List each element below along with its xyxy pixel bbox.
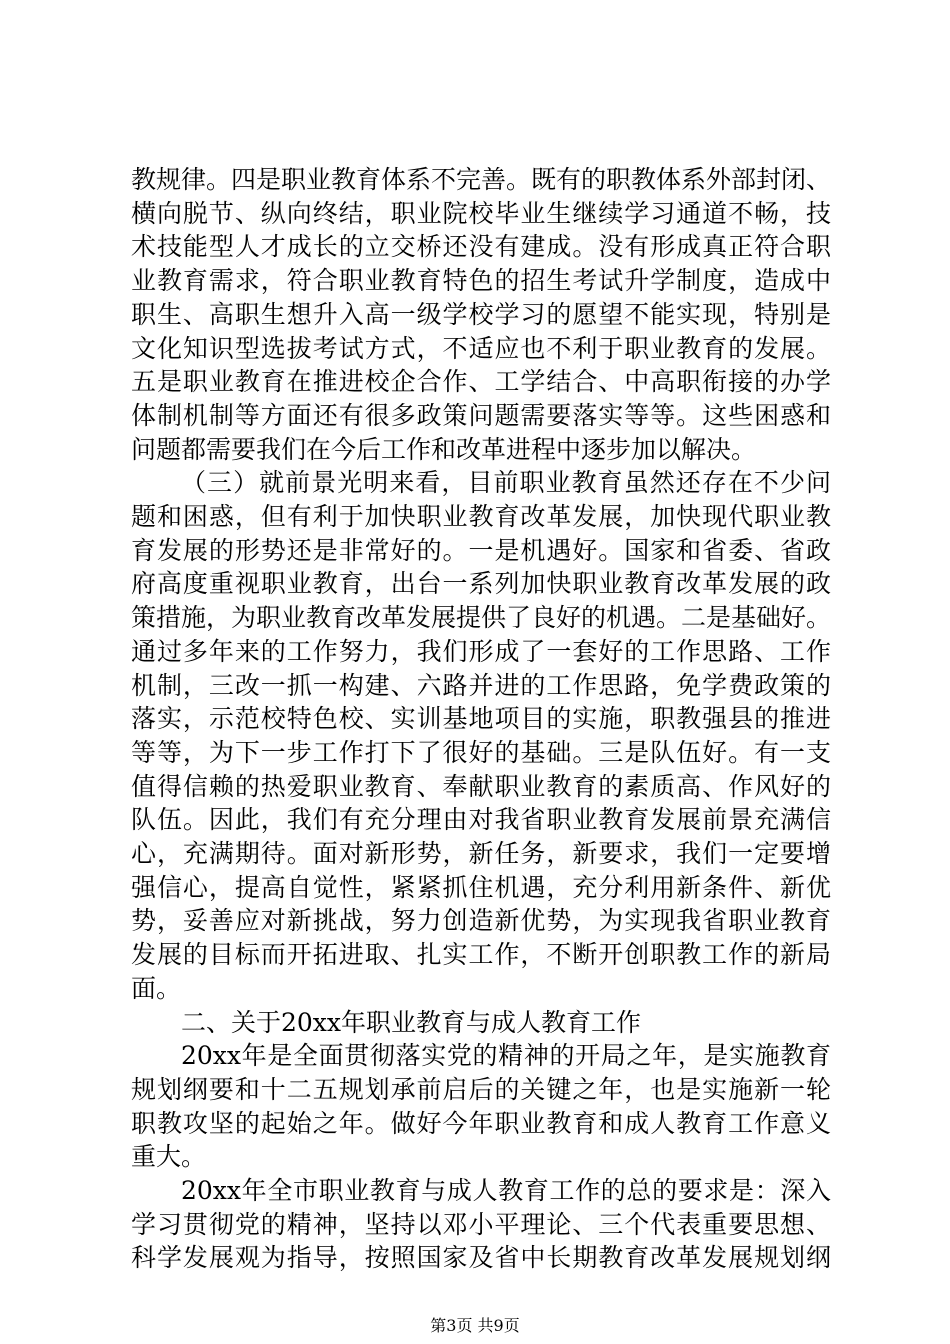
paragraph-first-line: 20xx年全市职业教育与成人教育工作的总的要求是：深入: [181, 1176, 831, 1205]
body-text-line: 府高度重视职业教育，出台一系列加快职业教育改革发展的政: [131, 569, 831, 599]
body-text-line: 发展的目标而开拓进取、扎实工作，不断开创职教工作的新局: [131, 940, 831, 970]
body-text-line: 学习贯彻党的精神，坚持以邓小平理论、三个代表重要思想、: [131, 1209, 831, 1239]
paragraph-first-line: 20xx年是全面贯彻落实党的精神的开局之年，是实施教育: [181, 1041, 831, 1071]
page-number-footer: 第3页 共9页: [430, 1316, 520, 1335]
body-text-line: 强信心，提高自觉性，紧紧抓住机遇，充分利用新条件、新优: [131, 872, 831, 902]
body-text-line: 通过多年来的工作努力，我们形成了一套好的工作思路、工作: [131, 636, 831, 666]
body-text-line: 横向脱节、纵向终结，职业院校毕业生继续学习通道不畅，技: [131, 198, 831, 228]
paragraph-first-line: （三）就前景光明来看，目前职业教育虽然还存在不少问: [181, 468, 831, 498]
body-text-line: 问题都需要我们在今后工作和改革进程中逐步加以解决。: [131, 434, 757, 464]
body-text-line: 重大。: [131, 1142, 207, 1172]
body-text-line: 机制，三改一抓一构建、六路并进的工作思路，免学费政策的: [131, 670, 831, 700]
body-text-line: 策措施，为职业教育改革发展提供了良好的机遇。二是基础好。: [131, 603, 832, 633]
body-text-line: 等等，为下一步工作打下了很好的基础。三是队伍好。有一支: [131, 737, 831, 767]
body-text-line: 育发展的形势还是非常好的。一是机遇好。国家和省委、省政: [131, 535, 831, 565]
body-text-line: 规划纲要和十二五规划承前启后的关键之年，也是实施新一轮: [131, 1074, 831, 1104]
section-heading: 二、关于20xx年职业教育与成人教育工作: [181, 1007, 642, 1037]
body-text-line: 业教育需求，符合职业教育特色的招生考试升学制度，造成中: [131, 266, 831, 296]
body-text-line: 题和困惑，但有利于加快职业教育改革发展，加快现代职业教: [131, 502, 831, 531]
body-text-line: 值得信赖的热爱职业教育、奉献职业教育的素质高、作风好的: [131, 771, 831, 801]
body-text-line: 五是职业教育在推进校企合作、工学结合、中高职衔接的办学: [131, 367, 831, 397]
body-text-line: 教规律。四是职业教育体系不完善。既有的职教体系外部封闭、: [131, 165, 832, 194]
body-text-line: 心，充满期待。面对新形势，新任务，新要求，我们一定要增: [131, 839, 831, 868]
body-text-line: 文化知识型选拔考试方式，不适应也不利于职业教育的发展。: [131, 333, 831, 363]
body-text-line: 队伍。因此，我们有充分理由对我省职业教育发展前景充满信: [131, 805, 831, 835]
body-text-line: 职教攻坚的起始之年。做好今年职业教育和成人教育工作意义: [131, 1108, 831, 1138]
body-text-line: 势，妥善应对新挑战，努力创造新优势，为实现我省职业教育: [131, 906, 831, 936]
body-text-line: 职生、高职生想升入高一级学校学习的愿望不能实现，特别是: [131, 299, 831, 329]
body-text-line: 术技能型人才成长的立交桥还没有建成。没有形成真正符合职: [131, 232, 831, 262]
body-text-line: 科学发展观为指导，按照国家及省中长期教育改革发展规划纲: [131, 1243, 831, 1273]
body-text-line: 体制机制等方面还有很多政策问题需要落实等等。这些困惑和: [131, 400, 831, 430]
body-text-line: 面。: [131, 973, 182, 1003]
body-text-line: 落实，示范校特色校、实训基地项目的实施，职教强县的推进: [131, 704, 831, 734]
